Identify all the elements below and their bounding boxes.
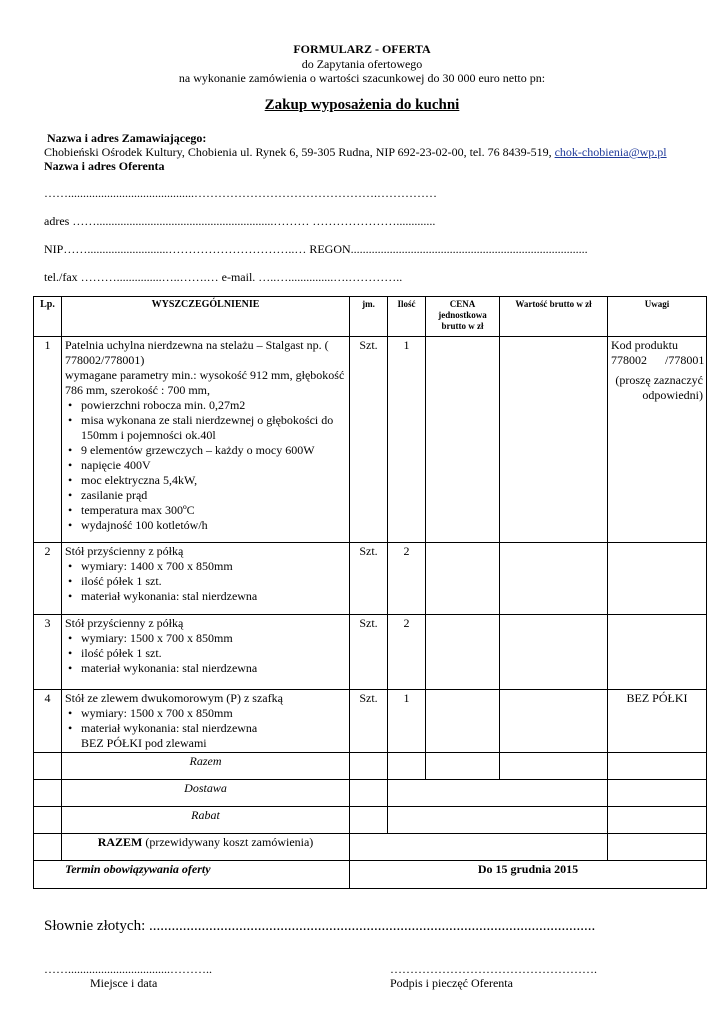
place-date-field[interactable]: ……..................................……….. [44, 962, 212, 976]
spec-item: • wymiary: 1500 x 700 x 850mm [77, 706, 346, 721]
summary-row-dostawa [34, 780, 707, 807]
row-unit: Szt. [350, 337, 388, 543]
spec-item: • temperatura max 300ºC [77, 503, 346, 518]
validity-row [34, 861, 707, 889]
ordering-address [44, 145, 667, 160]
subject-title: Zakup wyposażenia do kuchni [264, 97, 460, 113]
table-row [34, 543, 707, 615]
spec-item: • wymiary: 1500 x 700 x 850mm [77, 631, 346, 646]
delivery-value-cell[interactable] [388, 780, 608, 807]
validity-label-text: Termin obowiązywania oferty [65, 862, 211, 876]
summary-notes-cell[interactable] [608, 780, 707, 807]
item-spec-list [65, 398, 346, 533]
spec-item: • materiał wykonania: stal nierdzewna [77, 721, 346, 736]
bidder-nip-regon-field[interactable]: NIP……...........................…………………………..… REGON............................................................................... [44, 242, 588, 256]
row-notes [608, 337, 707, 543]
row-value-cell[interactable] [500, 615, 608, 690]
offer-table [33, 296, 707, 889]
spec-item: • wydajność 100 kotletów/h [77, 518, 346, 533]
bidder-address-field[interactable]: adres ……...........................................................……… …………………............. [44, 214, 436, 228]
ordering-label: Nazwa i adres Zamawiającego: [47, 131, 207, 145]
ordering-email-link[interactable]: chok-chobienia@wp.pl [554, 145, 667, 159]
spec-item: • powierzchni robocza min. 0,27m2 [77, 398, 346, 413]
spec-item: • ilość półek 1 szt. [77, 646, 346, 661]
validity-value: Do 15 grudnia 2015 [350, 861, 707, 889]
table-header-row [34, 297, 707, 337]
bidder-label: Nazwa i adres Oferenta [44, 159, 165, 173]
bidder-contact-field[interactable]: tel./fax ………...............…..…….… e-mail. …..…...............….………….. [44, 270, 403, 284]
row-lp: 3 [34, 615, 62, 690]
spec-item: • zasilanie prąd [77, 488, 346, 503]
summary-value-cell[interactable] [500, 753, 608, 780]
item-spec-list [65, 706, 346, 736]
total-label-bold: RAZEM [97, 835, 143, 849]
item-title: Patelnia uchylna nierdzewna na stelażu – Stalgast np. ( 778002/778001) [65, 338, 329, 367]
row-lp: 2 [34, 543, 62, 615]
spec-item: • ilość półek 1 szt. [77, 574, 346, 589]
row-description [62, 690, 350, 753]
row-lp: 4 [34, 690, 62, 753]
header-description: WYSZCZEGÓLNIENIE [62, 297, 350, 337]
summary-lp-cell [34, 807, 62, 834]
summary-lp-cell [34, 780, 62, 807]
row-quantity: 2 [388, 543, 426, 615]
spec-item: • 9 elementów grzewczych – każdy o mocy 600W [77, 443, 346, 458]
note-code-values: 778002 /778001 [611, 353, 705, 367]
row-description [62, 615, 350, 690]
summary-unit-cell [350, 807, 388, 834]
table-row [34, 337, 707, 543]
item-title: Stół ze zlewem dwukomorowym (P) z szafką [65, 691, 283, 705]
summary-row-rabat [34, 807, 707, 834]
table-row [34, 615, 707, 690]
note-instruction: (proszę zaznaczyć odpowiedni) [615, 373, 703, 402]
header-lp: Lp. [34, 297, 62, 337]
row-lp: 1 [34, 337, 62, 543]
spec-item: • materiał wykonania: stal nierdzewna [77, 589, 346, 604]
summary-row-razem [34, 753, 707, 780]
row-value-cell[interactable] [500, 337, 608, 543]
note-code-label: Kod produktu [611, 338, 678, 352]
spec-item: • wymiary: 1400 x 700 x 850mm [77, 559, 346, 574]
row-unit: Szt. [350, 615, 388, 690]
summary-qty-cell [388, 753, 426, 780]
form-description: na wykonanie zamówienia o wartości szacunkowej do 30 000 euro netto pn: [178, 71, 546, 85]
discount-value-cell[interactable] [388, 807, 608, 834]
header-value: Wartość brutto w zł [500, 297, 608, 337]
spec-item: • materiał wykonania: stal nierdzewna [77, 661, 346, 676]
item-extra-note: BEZ PÓŁKI pod zlewami [81, 736, 207, 750]
spec-item: • misa wykonana ze stali nierdzewnej o głębokości do 150mm i pojemności ok.40l [77, 413, 346, 443]
total-value-cell[interactable] [350, 834, 608, 861]
item-title: Stół przyścienny z półką [65, 616, 184, 630]
amount-in-words-field[interactable]: Słownie złotych: ....................................................................................................................... [44, 918, 596, 934]
spec-item: • napięcie 400V [77, 458, 346, 473]
row-quantity: 1 [388, 690, 426, 753]
summary-label: Rabat [62, 807, 350, 834]
header-quantity: Ilość [388, 297, 426, 337]
item-spec-list [65, 631, 346, 676]
summary-notes-cell[interactable] [608, 753, 707, 780]
form-title: FORMULARZ - OFERTA [293, 42, 431, 56]
row-value-cell[interactable] [500, 690, 608, 753]
header-notes: Uwagi [608, 297, 707, 337]
row-quantity: 1 [388, 337, 426, 543]
summary-unit-cell [350, 780, 388, 807]
item-intro: wymagane parametry min.: wysokość 912 mm, głębokość 786 mm, szerokość : 700 mm, [65, 368, 345, 397]
header-unit: jm. [350, 297, 388, 337]
item-title: Stół przyścienny z półką [65, 544, 184, 558]
bidder-name-field[interactable]: ……..........................................……………………………………….…………… [44, 186, 437, 200]
summary-unit-cell [350, 753, 388, 780]
row-unit: Szt. [350, 543, 388, 615]
signature-label: Podpis i pieczęć Oferenta [390, 976, 513, 990]
summary-label: Dostawa [62, 780, 350, 807]
row-notes[interactable] [608, 543, 707, 615]
form-subtitle: do Zapytania ofertowego [301, 57, 423, 71]
summary-notes-cell[interactable] [608, 834, 707, 861]
row-notes: BEZ PÓŁKI [608, 690, 707, 753]
summary-price-cell[interactable] [426, 753, 500, 780]
total-label [62, 834, 350, 861]
total-label-rest: (przewidywany koszt zamówienia) [142, 835, 314, 849]
summary-row-total [34, 834, 707, 861]
row-description [62, 337, 350, 543]
row-unit-price-cell[interactable] [426, 615, 500, 690]
ordering-text: Chobieński Ośrodek Kultury, Chobienia ul. Rynek 6, 59-305 Rudna, NIP 692-23-02-00, tel. 76 8439-519, [44, 145, 552, 159]
validity-label [34, 861, 350, 889]
summary-notes-cell[interactable] [608, 807, 707, 834]
row-description [62, 543, 350, 615]
spec-item: • moc elektryczna 5,4kW, [77, 473, 346, 488]
signature-field[interactable]: ……………………………………………. [390, 962, 597, 976]
row-notes[interactable] [608, 615, 707, 690]
row-value-cell[interactable] [500, 543, 608, 615]
summary-label: Razem [62, 753, 350, 780]
item-spec-list [65, 559, 346, 604]
row-unit: Szt. [350, 690, 388, 753]
row-unit-price-cell[interactable] [426, 543, 500, 615]
header-unit-price: CENA jednostkowa brutto w zł [426, 297, 500, 337]
row-quantity: 2 [388, 615, 426, 690]
row-unit-price-cell[interactable] [426, 690, 500, 753]
place-date-label: Miejsce i data [90, 976, 158, 990]
summary-lp-cell [34, 753, 62, 780]
row-unit-price-cell[interactable] [426, 337, 500, 543]
table-row [34, 690, 707, 753]
summary-lp-cell [34, 834, 62, 861]
